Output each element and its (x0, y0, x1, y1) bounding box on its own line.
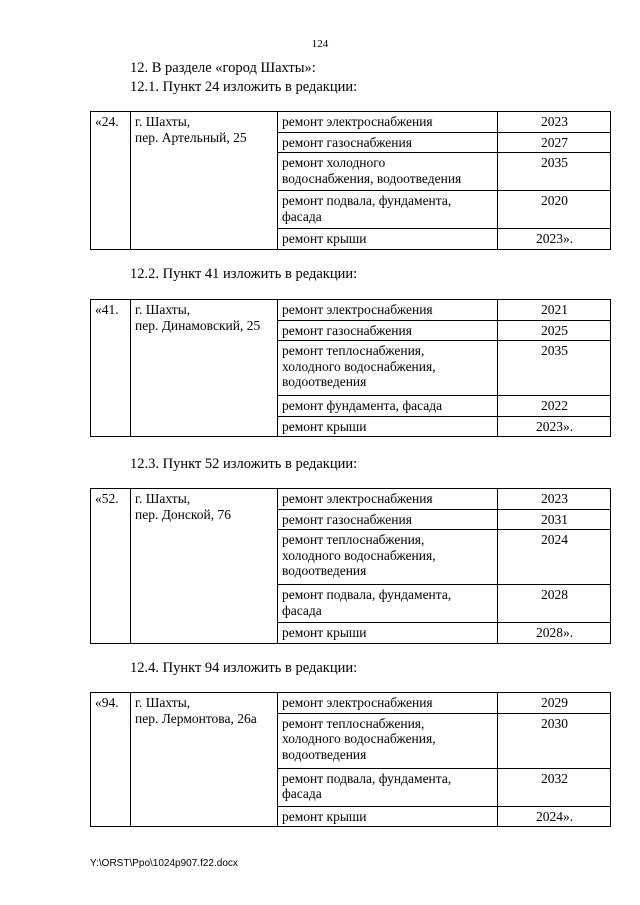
table-item-94 (90, 692, 611, 827)
work-cell: ремонт электроснабжения (278, 300, 498, 321)
footer-file-path: Y:\ORST\Ppo\1024p907.f22.docx (90, 858, 238, 869)
work-cell: ремонт электроснабжения (278, 489, 498, 510)
work-line: холодного водоснабжения, (282, 731, 436, 746)
intro-12-2: 12.2. Пункт 41 изложить в редакции: (130, 266, 358, 282)
work-line: ремонт теплоснабжения, (282, 532, 425, 547)
item-address (131, 112, 278, 250)
item-number: «41. (91, 300, 131, 437)
page-number: 124 (311, 38, 329, 50)
work-line: водоотведения (282, 374, 367, 389)
work-line: фасада (282, 786, 322, 801)
year-cell: 2024 (498, 530, 611, 585)
address-line: г. Шахты, (135, 695, 191, 710)
table-row (91, 693, 611, 714)
item-number: «52. (91, 489, 131, 644)
year-cell: 2032 (498, 768, 611, 806)
work-cell: ремонт электроснабжения (278, 112, 498, 133)
year-cell: 2023». (498, 416, 611, 437)
work-line: ремонт подвала, фундамента, (282, 587, 452, 602)
work-cell (278, 530, 498, 585)
year-cell: 2031 (498, 509, 611, 530)
year-cell: 2027 (498, 132, 611, 153)
intro-12-3: 12.3. Пункт 52 изложить в редакции: (130, 456, 358, 472)
item-number: «24. (91, 112, 131, 250)
work-cell: ремонт газоснабжения (278, 509, 498, 530)
year-cell: 2028 (498, 585, 611, 623)
work-cell: ремонт фундамента, фасада (278, 396, 498, 417)
work-line: водоснабжения, водоотведения (282, 170, 462, 186)
year-cell: 2035 (498, 341, 611, 396)
year-cell: 2028». (498, 623, 611, 644)
address-line: г. Шахты, (135, 114, 191, 129)
year-cell: 2020 (498, 191, 611, 229)
work-cell (278, 153, 498, 191)
table-item-41 (90, 299, 611, 437)
work-line: фасада (282, 602, 322, 618)
work-line: холодного водоснабжения, (282, 358, 436, 374)
work-cell (278, 191, 498, 229)
work-line: водоотведения (282, 563, 367, 578)
work-line: ремонт холодного (282, 155, 386, 170)
work-line: ремонт подвала, фундамента, (282, 193, 452, 208)
year-cell: 2025 (498, 320, 611, 341)
work-cell (278, 585, 498, 623)
work-cell: ремонт крыши (278, 416, 498, 437)
table-row (91, 300, 611, 321)
year-cell: 2023 (498, 489, 611, 510)
work-line: водоотведения (282, 746, 367, 762)
item-address (131, 693, 278, 827)
work-cell: ремонт электроснабжения (278, 693, 498, 714)
item-address (131, 489, 278, 644)
address-line: пер. Артельный, 25 (135, 129, 247, 145)
address-line: пер. Донской, 76 (135, 506, 231, 522)
section-heading: 12. В разделе «город Шахты»: (130, 60, 316, 76)
year-cell: 2022 (498, 396, 611, 417)
year-cell: 2024». (498, 806, 611, 827)
work-line: фасада (282, 208, 322, 224)
work-line: ремонт подвала, фундамента, (282, 770, 452, 786)
intro-12-1: 12.1. Пункт 24 изложить в редакции: (130, 79, 358, 95)
year-cell: 2023». (498, 229, 611, 250)
item-address (131, 300, 278, 437)
table-row (91, 489, 611, 510)
work-line: ремонт теплоснабжения, (282, 715, 425, 731)
table-item-24 (90, 111, 611, 250)
work-cell: ремонт крыши (278, 229, 498, 250)
address-line: пер. Динамовский, 25 (135, 317, 261, 333)
work-cell (278, 713, 498, 768)
work-line: ремонт теплоснабжения, (282, 343, 425, 358)
year-cell: 2030 (498, 713, 611, 768)
work-cell: ремонт крыши (278, 623, 498, 644)
year-cell: 2035 (498, 153, 611, 191)
work-cell (278, 341, 498, 396)
year-cell: 2029 (498, 693, 611, 714)
item-number: «94. (91, 693, 131, 827)
table-item-52 (90, 488, 611, 644)
work-line: холодного водоснабжения, (282, 547, 436, 563)
address-line: г. Шахты, (135, 302, 191, 317)
intro-12-4: 12.4. Пункт 94 изложить в редакции: (130, 660, 358, 676)
work-cell: ремонт крыши (278, 806, 498, 827)
year-cell: 2023 (498, 112, 611, 133)
year-cell: 2021 (498, 300, 611, 321)
address-line: г. Шахты, (135, 491, 191, 506)
address-line: пер. Лермонтова, 26а (135, 710, 257, 726)
work-cell: ремонт газоснабжения (278, 320, 498, 341)
work-cell (278, 768, 498, 806)
work-cell: ремонт газоснабжения (278, 132, 498, 153)
table-row (91, 112, 611, 133)
